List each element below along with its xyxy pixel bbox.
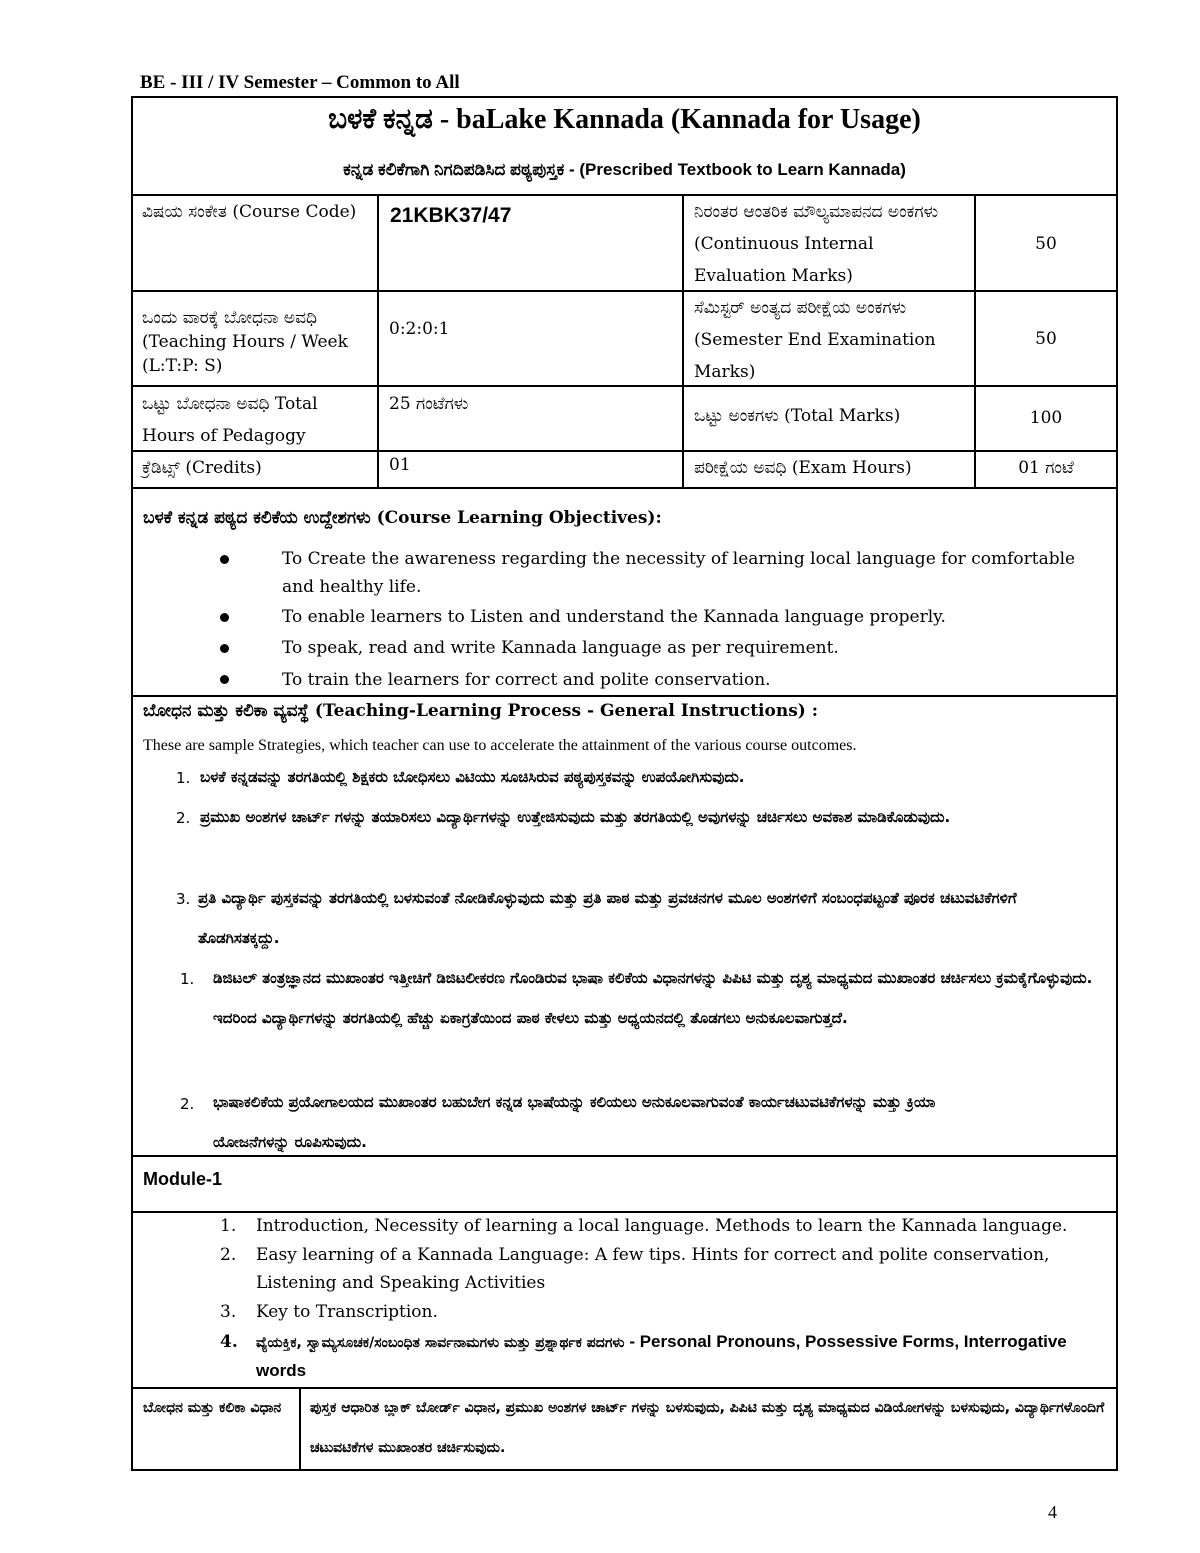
list-number: 2.	[176, 809, 191, 827]
pedagogy-hours-value: 25 ಗಂಟೆಗಳು	[389, 394, 469, 414]
table-divider	[131, 487, 1118, 489]
table-col-divider	[682, 194, 684, 488]
cie-marks-label: ನಿರಂತರ ಆಂತರಿಕ ಮೌಲ್ಯಮಾಪನದ ಅಂಕಗಳು (Continuous Internal Evaluation Marks)	[694, 202, 939, 286]
course-code-label: ವಿಷಯ ಸಂಕೇತ (Course Code)	[142, 202, 357, 222]
objective-item: To speak, read and write Kannada language as per requirement.	[282, 638, 839, 658]
module-item-kannada: ವ್ಯೆಯಕ್ತಿಕ, ಸ್ವಾಮ್ಯಸೂಚಕ/ಸಂಬಂಧಿತ ಸಾರ್ವನಾಮಗಳು ಮತ್ತು ಪ್ರಶ್ನಾರ್ಥಕ ಪದಗಳು	[256, 1335, 625, 1351]
objective-item: To enable learners to Listen and understand the Kannada language properly.	[282, 607, 946, 627]
method-text: ಪುಸ್ತಕ ಆಧಾರಿತ ಬ್ಲಾಕ್ ಬೋರ್ಡ್ ವಿಧಾನ, ಪ್ರಮುಖ ಅಂಶಗಳ ಚಾರ್ಟ್ ಗಳನ್ನು ಬಳಸುವುದು, ಪಿಪಿಟಿ ಮತ್ತು ದೃಶ್ಯ ಮಾಧ್ಯಮದ ವಿಡಿಯೋಗಳನ್ನು ಬಳಸುವುದು, ವಿದ್ಯಾರ್ಥಿಗಳೊಂದಿಗೆ ಚಟುವಟಿಕೆಗಳ ಮುಖಾಂತರ ಚರ್ಚಿಸುವುದು.	[310, 1400, 1105, 1456]
course-code-value: 21KBK37/47	[390, 204, 512, 227]
table-divider	[131, 290, 1118, 292]
list-number: 4.	[220, 1332, 238, 1352]
section-divider	[131, 695, 1118, 697]
bullet-dot	[220, 644, 229, 653]
module-title: Module-1	[143, 1169, 222, 1189]
teaching-item: ಡಿಜಿಟಲ್ ತಂತ್ರಜ್ಞಾನದ ಮುಖಾಂತರ ಇತ್ತೀಚಿಗೆ ಡಿಜಿಟಲೀಕರಣ ಗೊಂಡಿರುವ ಭಾಷಾ ಕಲಿಕೆಯ ವಿಧಾನಗಳನ್ನು ಪಿಪಿಟಿ ಮತ್ತು ದೃಶ್ಯ ಮಾಧ್ಯಮದ ಮುಖಾಂತರ ಚರ್ಚಿಸಲು ಕ್ರಮಕೈಗೊಳ್ಳುವುದು. ಇದರಿಂದ ವಿದ್ಯಾರ್ಥಿಗಳನ್ನು ತರಗತಿಯಲ್ಲಿ ಹೆಚ್ಚು ಏಕಾಗ್ರತೆಯಿಂದ ಪಾಠ ಕೇಳಲು ಮತ್ತು ಅಧ್ಯಯನದಲ್ಲಿ ತೊಡಗಲು ಅನುಕೂಲವಾಗುತ್ತದೆ.	[213, 969, 1093, 1027]
credits-value: 01	[389, 455, 411, 475]
table-col-divider	[377, 194, 379, 488]
table-divider	[131, 385, 1118, 387]
teaching-item: ಭಾಷಾಕಲಿಕೆಯ ಪ್ರಯೋಗಾಲಯದ ಮುಖಾಂತರ ಬಹುಬೇಗ ಕನ್ನಡ ಭಾಷೆಯನ್ನು ಕಲಿಯಲು ಅನುಕೂಲವಾಗುವಂತೆ ಕಾರ್ಯಚಟುವಟಿಕೆಗಳನ್ನು ಮತ್ತು ಕ್ರಿಯಾ ಯೋಜನೆಗಳನ್ನು ರೂಪಿಸುವುದು.	[213, 1093, 936, 1151]
teaching-item: ಪ್ರತಿ ವಿದ್ಯಾರ್ಥಿ ಪುಸ್ತಕವನ್ನು ತರಗತಿಯಲ್ಲಿ ಬಳಸುವಂತೆ ನೋಡಿಕೊಳ್ಳುವುದು ಮತ್ತು ಪ್ರತಿ ಪಾಠ ಮತ್ತು ಪ್ರವಚನಗಳ ಮೂಲ ಅಂಶಗಳಿಗೆ ಸಂಬಂಧಪಟ್ಟಂತೆ ಪೂರಕ ಚಟುವಟಿಕೆಗಳಿಗೆ ತೊಡಗಿಸತಕ್ಕದ್ದು.	[198, 889, 1017, 947]
cie-marks-value: 50	[1035, 234, 1057, 254]
bullet-dot	[220, 613, 229, 622]
total-marks-value: 100	[1029, 408, 1063, 428]
teaching-hours-value: 0:2:0:1	[389, 319, 450, 339]
semester-header: BE - III / IV Semester – Common to All	[140, 72, 460, 93]
section-divider	[131, 1155, 1118, 1157]
module-item: Key to Transcription.	[256, 1302, 438, 1322]
list-number: 1.	[220, 1216, 237, 1236]
table-col-divider	[299, 1387, 301, 1471]
exam-hours-value: 01 ಗಂಟೆ	[1018, 458, 1074, 478]
list-number: 3.	[220, 1302, 237, 1322]
method-label: ಬೋಧನ ಮತ್ತು ಕಲಿಕಾ ವಿಧಾನ	[143, 1400, 282, 1416]
list-number: 2.	[220, 1245, 237, 1265]
see-marks-value: 50	[1035, 329, 1057, 349]
module-item	[256, 1328, 1111, 1386]
total-marks-label: ಒಟ್ಟು ಅಂಕಗಳು (Total Marks)	[694, 406, 901, 426]
teaching-item: ಬಳಕೆ ಕನ್ನಡವನ್ನು ತರಗತಿಯಲ್ಲಿ ಶಿಕ್ಷಕರು ಬೋಧಿಸಲು ವಿಟಿಯು ಸೂಚಿಸಿರುವ ಪಠ್ಯಪುಸ್ತಕವನ್ನು ಉಪಯೋಗಿಸುವುದು.	[200, 768, 745, 786]
list-number: 1.	[180, 970, 195, 988]
teaching-heading: ಬೋಧನ ಮತ್ತು ಕಲಿಕಾ ವ್ಯವಸ್ಥೆ (Teaching-Learning Process - General Instructions) :	[143, 701, 819, 721]
teaching-item: ಪ್ರಮುಖ ಅಂಶಗಳ ಚಾರ್ಟ್ ಗಳನ್ನು ತಯಾರಿಸಲು ವಿದ್ಯಾರ್ಥಿಗಳನ್ನು ಉತ್ತೇಜಿಸುವುದು ಮತ್ತು ತರಗತಿಯಲ್ಲಿ ಅವುಗಳನ್ನು ಚರ್ಚಿಸಲು ಅವಕಾಶ ಮಾಡಿಕೊಡುವುದು.	[200, 808, 951, 826]
exam-hours-label: ಪರೀಕ್ಷೆಯ ಅವಧಿ (Exam Hours)	[694, 458, 912, 478]
list-number: 1.	[176, 769, 191, 787]
list-number: 2.	[180, 1095, 195, 1113]
bullet-dot	[220, 675, 229, 684]
pedagogy-hours-label: ಒಟ್ಟು ಬೋಧನಾ ಅವಧಿ Total Hours of Pedagogy	[142, 394, 318, 446]
course-title: ಬಳಕೆ ಕನ್ನಡ - baLake Kannada (Kannada for Usage)	[328, 104, 921, 135]
credits-label: ಕ್ರೆಡಿಟ್ಸ್ (Credits)	[142, 458, 262, 478]
objective-item: To Create the awareness regarding the necessity of learning local language for comfortable and healthy life.	[282, 549, 1076, 597]
see-marks-label: ಸೆಮಿಸ್ಟರ್ ಅಂತ್ಯದ ಪರೀಕ್ಷೆಯ ಅಂಕಗಳು (Semester End Examination Marks)	[694, 298, 936, 382]
page-number: 4	[1048, 1502, 1057, 1522]
bullet-dot	[220, 555, 229, 564]
teaching-intro: These are sample Strategies, which teacher can use to accelerate the attainment of the various course outcomes.	[143, 737, 857, 754]
teaching-hours-label: ಒಂದು ವಾರಕ್ಕೆ ಬೋಧನಾ ಅವಧಿ (Teaching Hours / Week (L:T:P: S)	[142, 308, 348, 376]
objective-item: To train the learners for correct and polite conservation.	[282, 670, 771, 690]
module-item-english: - Personal Pronouns, Possessive Forms, Interrogative words	[256, 1332, 1067, 1380]
objectives-heading: ಬಳಕೆ ಕನ್ನಡ ಪಠ್ಯದ ಕಲಿಕೆಯ ಉದ್ದೇಶಗಳು (Course Learning Objectives):	[143, 508, 662, 528]
list-number: 3.	[176, 890, 191, 908]
course-subtitle: ಕನ್ನಡ ಕಲಿಕೆಗಾಗಿ ನಿಗದಿಪಡಿಸಿದ ಪಠ್ಯಪುಸ್ತಕ - (Prescribed Textbook to Learn Kannada)	[343, 160, 906, 179]
module-item: Introduction, Necessity of learning a local language. Methods to learn the Kannada language.	[256, 1216, 1068, 1236]
module-item: Easy learning of a Kannada Language: A few tips. Hints for correct and polite conservation, Listening and Speaking Activities	[256, 1245, 1050, 1293]
